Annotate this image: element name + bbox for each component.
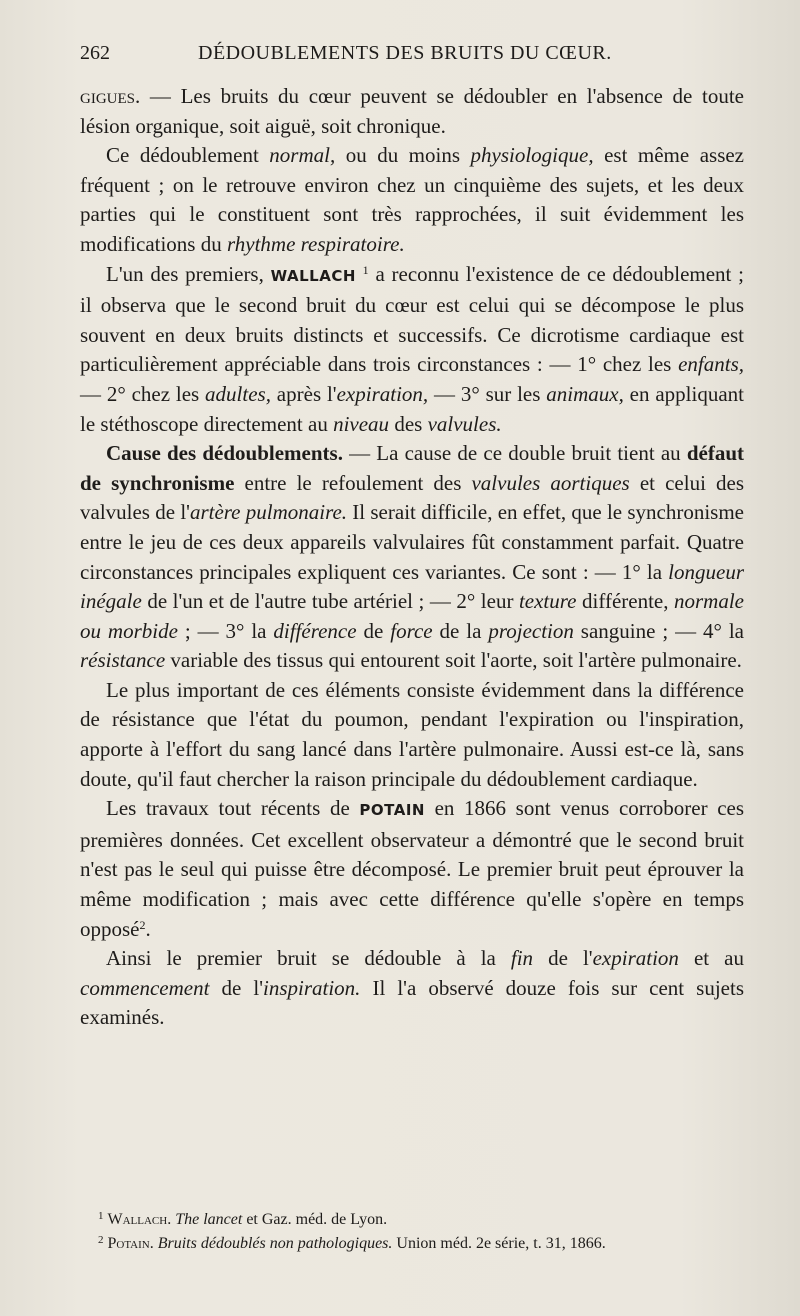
text-run: Les travaux tout récents de [106,796,360,821]
text-run: est même assez fréquent ; on le retrouve environ chez un cinquième des sujets, et les deux parties qui le constituent sont très rapprochées, il suit évidemment les modifications du [80,143,745,256]
text-run: de [533,946,583,971]
italic-run: expiration, [336,381,429,406]
text-run: — 3° sur les [428,381,547,406]
text-run: l' [326,381,337,406]
italic-run: valvules aortiques [471,470,630,495]
text-run: Il l'a observé douze fois sur cent sujets examinés. [80,975,744,1030]
footnote-mark: 2 [98,1234,104,1246]
footnote-text: et Gaz. méd. de Lyon. [242,1211,388,1228]
italic-run: enfants, [678,352,744,377]
page-number: 262 [80,42,110,64]
paragraph-1 [80,82,744,141]
footnote-1 [98,1206,758,1230]
text-run: L'un des premiers, [106,261,271,286]
italic-run: rhythme respiratoire. [226,231,405,256]
page-header [80,42,740,74]
footnote-ref: 1 [362,262,369,277]
paragraph-2 [80,141,744,259]
italic-run: commencement [80,975,210,1000]
text-run: en appliquant le stéthoscope directement au [80,381,744,436]
text-run: l' [253,975,263,1000]
italic-run: physiologique, [470,143,594,168]
footnote-2 [98,1230,758,1254]
paragraph-text: — Les bruits du cœur peuvent se dédoubler en l'absence de toute lésion organique, soit aiguë, soit chronique. [80,84,744,138]
paragraph-text: Le plus important de ces éléments consiste évidemment dans la différence de résistance que l'état du poumon, pendant l'expiration ou l'inspiration, apporte à l'effort du sang lancé dans l'artère pulmonaire. Aussi est-ce là, sans doute, qu'il faut chercher la raison principale du dédoublement cardiaque. [80,677,744,791]
text-run: différente, [576,589,674,614]
text-run: variable des tissus qui entourent soit l'aorte, soit l'artère pulmonaire. [165,648,742,673]
italic-run: normal, [269,143,336,168]
text-run: — 2° chez les [80,381,206,406]
paragraph-7 [80,944,744,1033]
author-name: WALLACH [270,266,356,285]
text-run: et celui des valvules de [80,470,744,525]
footnote-mark: 1 [98,1210,104,1222]
text-run: et au [678,946,744,971]
text-run: de [209,975,254,1000]
footnote-author: Wallach. [107,1211,172,1228]
text-run: en 1866 sont venus corroborer ces premières données. Cet excellent observateur a démontré que le second bruit n'est pas le seul qui puisse être décomposé. Le premier bruit peut éprouver la même modification ; mais avec cette différence qu'elle s'opère en temps opposé [80,796,745,941]
footnote-author: Potain. [107,1235,154,1252]
footnote-text: Union méd. 2e série, t. 31, 1866. [392,1235,606,1252]
section-heading: Cause des dédoublements. [106,441,343,466]
text-run: . [145,916,151,941]
text-run: de [356,618,391,643]
lead-word: gigues. [80,84,141,108]
text-run: des [389,411,428,436]
footnote-title: Bruits dédoublés non pathologiques. [157,1235,393,1252]
body-text [80,82,744,1033]
text-run: après [270,381,327,406]
text-run: Ce dédoublement [106,143,270,168]
italic-run: artère pulmonaire. [189,500,348,525]
italic-run: fin [510,946,534,971]
text-run: Il serait difficile, en effet, que le synchronisme entre le jeu de ces deux appareils valvulaires fût constamment parfait. Quatre circonstances principales expliquent ces variantes. Ce sont : — 1° la [80,500,744,584]
italic-run: normale ou morbide [80,589,744,643]
running-title: DÉDOUBLEMENTS DES BRUITS DU CŒUR. [198,42,612,64]
footnote-ref: 2 [139,917,146,932]
italic-run: longueur inégale [80,559,744,614]
paragraph-4 [80,439,744,676]
italic-run: texture [518,589,577,614]
italic-run: inspiration. [262,975,361,1000]
text-run: l' [582,946,593,971]
footnotes [98,1206,758,1254]
text-run: de la [432,618,489,643]
author-name: POTAIN [359,801,425,820]
text-run: l' [180,500,190,525]
footnote-title: The lancet [175,1211,243,1228]
italic-run: résistance [80,648,166,673]
text-run: entre le refoulement des [234,470,472,495]
bold-run: défaut de synchronisme [80,441,744,495]
text-run: Ainsi le premier bruit se dédouble à la [106,946,511,971]
paragraph-6 [80,794,744,944]
text-run: — La cause de ce double bruit tient au [342,441,687,466]
italic-run: valvules. [427,411,502,436]
italic-run: niveau [333,411,390,436]
italic-run: différence [273,618,357,643]
text-run: a reconnu l'existence de ce dédoublement ; il observa que le second bruit du cœur est celui qui se décompose le plus souvent en deux bruits distincts et successifs. Ce dicrotisme cardiaque est particulièrement appréciable dans trois circonstances : — 1° chez les [80,261,744,377]
italic-run: adultes, [205,381,271,406]
text-run: ou du moins [335,143,471,168]
text-run: de l'un et de l'autre tube artériel ; — 2° leur [141,589,519,614]
text-run: sanguine ; — 4° la [573,618,745,643]
italic-run: projection [488,618,574,643]
paragraph-3 [80,260,744,440]
italic-run: expiration [592,946,679,971]
italic-run: force [390,618,433,643]
paragraph-5 [80,676,744,794]
text-run: ; — 3° la [177,618,274,643]
italic-run: animaux, [546,381,624,406]
